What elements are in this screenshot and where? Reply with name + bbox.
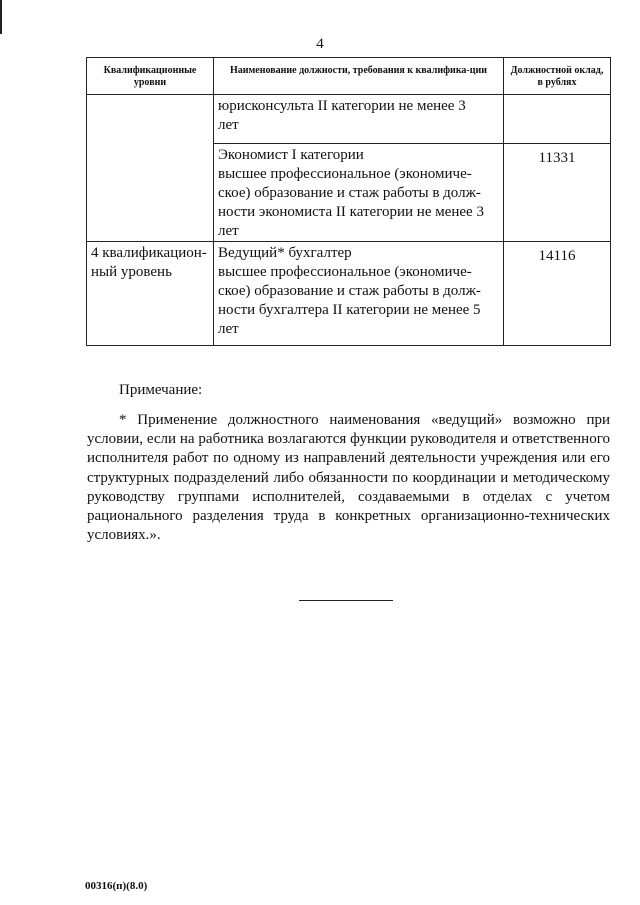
requirements-line: высшее профессиональное (экономиче- (218, 264, 472, 280)
salary-cell-empty (504, 95, 611, 144)
position-title: Экономист I категории (218, 147, 364, 163)
separator-line (299, 600, 393, 601)
requirements-line: ское) образование и стаж работы в долж- (218, 185, 481, 201)
note-body (87, 411, 610, 545)
requirements-line: лет (218, 117, 239, 133)
salary-value: 11331 (538, 150, 576, 166)
level-line: ный уровень (91, 264, 172, 280)
requirements-cell (214, 144, 504, 242)
header-qualification-levels: Квалификационные уровни (87, 58, 214, 95)
table-header-row (87, 58, 611, 95)
qualification-table (86, 57, 611, 346)
header-position-requirements: Наименование должности, требования к квалифика-ции (214, 58, 504, 95)
level-line: 4 квалификацион- (91, 245, 207, 261)
header-salary: Должностной оклад, в рублях (504, 58, 611, 95)
requirements-line: высшее профессиональное (экономиче- (218, 166, 472, 182)
note-title: Примечание: (119, 382, 203, 398)
requirements-cell (214, 242, 504, 346)
note-text: * Применение должностного наименования «ведущий» возможно при условии, если на работника возлагаются функции руководителя и ответственного исполнителя работ по одному из направлений деятельности учреждения или его структурных подразделений либо обязанности по координации и методическому руководству группами исполнителей, создаваемыми в отделах с учетом рационального разделения труда в конкретных организационно-технических условиях.». (87, 412, 610, 544)
requirements-line: ское) образование и стаж работы в долж- (218, 283, 481, 299)
level-cell-empty (87, 95, 214, 242)
document-code: 00316(п)(8.0) (85, 880, 148, 892)
salary-cell (504, 144, 611, 242)
level-cell (87, 242, 214, 346)
salary-value: 14116 (538, 248, 576, 264)
requirements-line: ности экономиста II категории не менее 3 (218, 204, 484, 220)
requirements-line: лет (218, 223, 239, 239)
requirements-line: лет (218, 321, 239, 337)
page-number: 4 (316, 36, 324, 52)
requirements-line: юрисконсульта II категории не менее 3 (218, 98, 466, 114)
requirements-line: ности бухгалтера II категории не менее 5 (218, 302, 481, 318)
scan-edge-mark (0, 0, 2, 34)
position-title: Ведущий* бухгалтер (218, 245, 352, 261)
table-row (87, 242, 611, 346)
table-row (87, 95, 611, 144)
requirements-cell (214, 95, 504, 144)
salary-cell (504, 242, 611, 346)
